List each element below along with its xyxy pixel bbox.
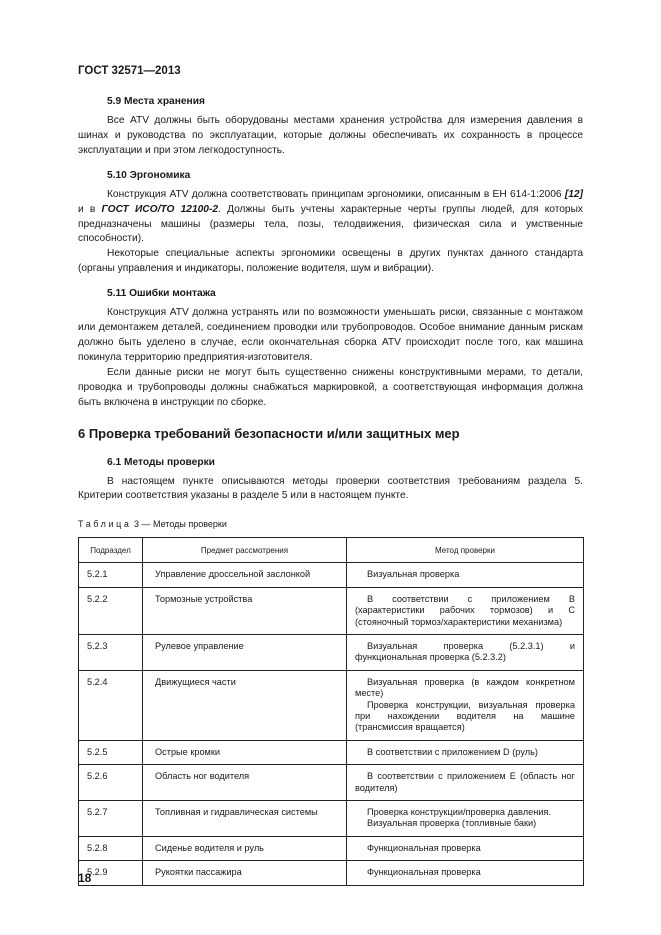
method-line: Проверка конструкции, визуальная проверка при нахождении водителя на машине (трансмиссия вращается)	[355, 699, 575, 733]
table-row	[79, 634, 584, 670]
reference-link: [12]	[564, 188, 583, 200]
cell-subject: Сиденье водителя и руль	[143, 836, 347, 860]
cell-subsection: 5.2.8	[79, 836, 143, 860]
table-row	[79, 861, 584, 885]
caption-title: 3 — Методы проверки	[131, 519, 227, 530]
method-line: Визуальная проверка (5.2.3.1) и функциональная проверка (5.2.3.2)	[355, 640, 575, 663]
method-line: Функциональная проверка	[367, 867, 481, 878]
cell-subsection: 5.2.1	[79, 563, 143, 587]
cell-subject: Рулевое управление	[143, 634, 347, 670]
section-6-title: 6 Проверка требований безопасности и/или защитных мер	[78, 425, 460, 441]
table-row	[79, 740, 584, 764]
section-5-10-text-2: Некоторые специальные аспекты эргономики освещены в других пунктах данного стандарта (органы управления и индикаторы, положение водителя, шум и вибрации).	[78, 248, 583, 275]
header-subject: Предмет рассмотрения	[143, 538, 347, 563]
cell-subject: Тормозные устройства	[143, 587, 347, 634]
cell-subject: Управление дроссельной заслонкой	[143, 563, 347, 587]
cell-method	[347, 836, 584, 860]
cell-subsection: 5.2.5	[79, 740, 143, 764]
header-subsection: Подраздел	[79, 538, 143, 563]
header-method: Метод проверки	[347, 538, 584, 563]
method-line: Визуальная проверка	[367, 569, 460, 580]
cell-subsection: 5.2.4	[79, 670, 143, 740]
cell-method	[347, 670, 584, 740]
verification-methods-table	[78, 537, 584, 885]
section-6-1-title: 6.1 Методы проверки	[107, 456, 215, 468]
section-5-11-title: 5.11 Ошибки монтажа	[107, 288, 216, 300]
section-5-11-text-2: Если данные риски не могут быть существенно снижены конструктивными мерами, то детали, проводка и трубопроводы должны снабжаться маркировкой, а соответствующая информация должна быть включена в инструкции по сборке.	[78, 366, 583, 408]
cell-method	[347, 861, 584, 885]
cell-method	[347, 634, 584, 670]
method-line: Функциональная проверка	[367, 842, 481, 853]
page-content	[78, 94, 583, 886]
table-row	[79, 836, 584, 860]
cell-subject: Рукоятки пассажира	[143, 861, 347, 885]
cell-subsection: 5.2.7	[79, 801, 143, 837]
table-row	[79, 563, 584, 587]
section-5-10-text-1	[78, 188, 583, 248]
table-row	[79, 801, 584, 837]
table-caption	[78, 518, 583, 530]
section-5-11-text-1: Конструкция ATV должна устранять или по возможности уменьшать риски, связанные с монтажом или демонтажем деталей, соединением проводки или трубопроводов. Особое внимание данным рискам должно быть уделено в случае, если окончательная сборка ATV происходит после того, как машина покинула территорию предприятия-изготовителя.	[78, 307, 583, 363]
document-code-header: ГОСТ 32571—2013	[78, 65, 181, 77]
cell-subsection: 5.2.6	[79, 765, 143, 801]
cell-subject: Топливная и гидравлическая системы	[143, 801, 347, 837]
section-5-10-title: 5.10 Эргономика	[107, 169, 191, 181]
table-header-row	[79, 538, 584, 563]
table-row	[79, 670, 584, 740]
cell-method	[347, 587, 584, 634]
method-line: Проверка конструкции/проверка давления.	[367, 807, 551, 817]
text-fragment: Конструкция ATV должна соответствовать принципам эргономики, описанным в ЕН 614-1:2006	[107, 188, 565, 200]
text-fragment: и в	[78, 203, 102, 215]
standard-reference: ГОСТ ИСО/ТО 12100-2	[101, 203, 219, 215]
section-5-9-title: 5.9 Места хранения	[107, 96, 205, 107]
cell-subject: Движущиеся части	[143, 670, 347, 740]
page-number: 18	[78, 871, 92, 885]
method-line: В соответствии с приложением Е (область ног водителя)	[355, 771, 575, 793]
cell-subject: Область ног водителя	[143, 765, 347, 801]
cell-subsection: 5.2.2	[79, 587, 143, 634]
cell-subsection: 5.2.3	[79, 634, 143, 670]
cell-method	[347, 765, 584, 801]
method-line: В соответствии с приложением В (характеристики рабочих тормозов) и С (стояночный тормоз/характеристики механизма)	[355, 593, 575, 627]
caption-label: Таблица	[78, 519, 132, 530]
table-row	[79, 765, 584, 801]
cell-method	[347, 563, 584, 587]
method-line: Визуальная проверка (в каждом конкретном месте)	[355, 676, 575, 699]
cell-method	[347, 801, 584, 837]
cell-method	[347, 740, 584, 764]
method-line: Визуальная проверка (топливные баки)	[367, 818, 537, 829]
section-5-9-text: Все ATV должны быть оборудованы местами хранения устройства для измерения давления в шинах и руководства по эксплуатации, которые должны обеспечивать их сохранность в процессе эксплуатации и при этом легкодоступность.	[78, 115, 583, 156]
cell-subsection: 5.2.9	[79, 861, 143, 885]
text-fragment: . Должны быть учтены характерные черты группы людей, для которых предназначены машины (размеры тела, позы, телодвижения, физическая сила и умственные способности).	[78, 203, 583, 245]
cell-subject: Острые кромки	[143, 740, 347, 764]
table-row	[79, 587, 584, 634]
section-6-1-text: В настоящем пункте описываются методы проверки соответствия требованиям раздела 5. Критерии соответствия указаны в разделе 5 или в настоящем пункте.	[78, 475, 583, 502]
method-line: В соответствии с приложением D (руль)	[367, 746, 538, 757]
